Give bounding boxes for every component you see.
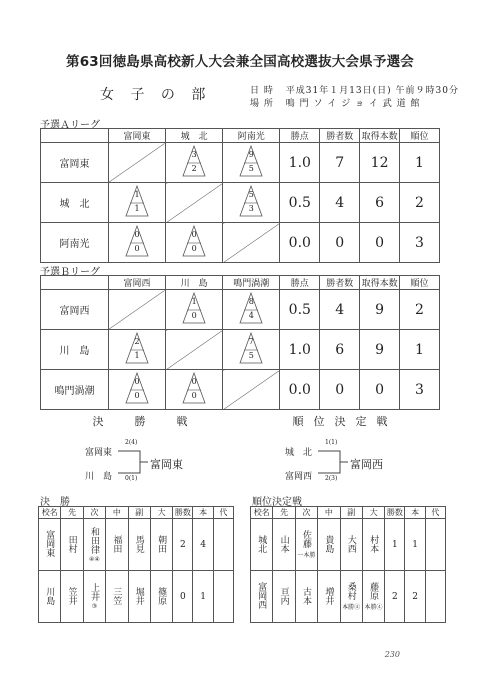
date-value: 平成31年１月13日(日) 午前９時30分 bbox=[285, 86, 459, 96]
league-b-pts-1: 1.0 bbox=[280, 330, 320, 370]
final-order-header-1: 先 bbox=[61, 507, 83, 519]
league-a-self-cell bbox=[223, 223, 280, 263]
final-order-header-7: 本 bbox=[193, 507, 213, 519]
final-order-player: 堀井 bbox=[128, 571, 150, 623]
league-b-header-3: 勝点 bbox=[280, 276, 320, 290]
table-row bbox=[41, 330, 440, 370]
league-a-match-cell bbox=[108, 183, 165, 223]
league-b-self-cell bbox=[223, 370, 280, 410]
score-triangle: 5 3 bbox=[238, 184, 264, 218]
league-a-team-1: 城 北 bbox=[41, 183, 109, 223]
place-bracket-lines bbox=[318, 447, 348, 477]
league-b-self-cell bbox=[166, 330, 223, 370]
league-b-team-0: 富岡西 bbox=[41, 290, 109, 330]
score-triangle: 0 0 bbox=[124, 371, 150, 405]
place-value: 鳴 門 ソ イ ジ ョ イ 武 道 館 bbox=[285, 99, 421, 109]
place-order-player: 桑村 本勝④ bbox=[340, 571, 362, 623]
place-order-header-8: 代 bbox=[425, 507, 445, 519]
league-b-got-2: 0 bbox=[360, 370, 400, 410]
final-bottom-score: 0(1) bbox=[125, 475, 138, 482]
final-order-player: 笠井 bbox=[61, 571, 83, 623]
final-top-score: 2(4) bbox=[125, 439, 138, 446]
league-a-got-2: 0 bbox=[360, 223, 400, 263]
place-order-player: 村本 bbox=[362, 519, 384, 571]
final-order-points-0: 4 bbox=[193, 519, 213, 571]
place-label: 場 所 bbox=[250, 99, 274, 109]
final-order-player: 福田 bbox=[106, 519, 128, 571]
league-a-wins-0: 7 bbox=[320, 143, 360, 183]
score-triangle: 0 0 bbox=[124, 224, 150, 258]
final-order-header-2: 次 bbox=[83, 507, 105, 519]
league-b-match-cell bbox=[223, 290, 280, 330]
league-b-got-1: 9 bbox=[360, 330, 400, 370]
league-b-match-cell bbox=[166, 290, 223, 330]
place-order-header-6: 勝数 bbox=[385, 507, 405, 519]
league-a-header-3: 勝点 bbox=[280, 129, 320, 143]
table-row bbox=[251, 571, 446, 623]
final-winner: 富岡東 bbox=[150, 458, 183, 471]
date-row bbox=[250, 83, 459, 96]
league-a-self-cell bbox=[166, 183, 223, 223]
league-b-match-cell bbox=[108, 330, 165, 370]
place-order-points-1: 2 bbox=[405, 571, 425, 623]
league-a-match-cell bbox=[166, 143, 223, 183]
league-b-header-2: 鳴門渦潮 bbox=[223, 276, 280, 290]
place-order-label: 順位決定戦 bbox=[252, 497, 302, 508]
place-order-player: 古本 bbox=[295, 571, 317, 623]
league-a-match-cell bbox=[166, 223, 223, 263]
league-a-team-2: 阿南光 bbox=[41, 223, 109, 263]
final-order-header-4: 副 bbox=[128, 507, 150, 519]
league-a-pts-0: 1.0 bbox=[280, 143, 320, 183]
final-order-wins-1: 0 bbox=[173, 571, 193, 623]
table-row bbox=[251, 519, 446, 571]
league-b-rank-2: 3 bbox=[400, 370, 440, 410]
place-order-header-0: 校名 bbox=[251, 507, 273, 519]
league-b-wins-0: 4 bbox=[320, 290, 360, 330]
place-top-team: 城 北 bbox=[285, 448, 313, 458]
league-b-match-cell bbox=[166, 370, 223, 410]
league-a-pts-2: 0.0 bbox=[280, 223, 320, 263]
final-order-player: 馬見 bbox=[128, 519, 150, 571]
league-b-header-5: 取得本数 bbox=[360, 276, 400, 290]
final-order-rep-1 bbox=[213, 571, 233, 623]
league-a-got-1: 6 bbox=[360, 183, 400, 223]
table-row bbox=[41, 290, 440, 330]
league-a-rank-2: 3 bbox=[400, 223, 440, 263]
league-b-rank-1: 1 bbox=[400, 330, 440, 370]
final-order-rep-0 bbox=[213, 519, 233, 571]
league-a-match-cell bbox=[108, 223, 165, 263]
league-a-header-1: 城 北 bbox=[166, 129, 223, 143]
place-order-header-5: 大 bbox=[362, 507, 384, 519]
league-b-match-cell bbox=[108, 370, 165, 410]
league-a-match-cell bbox=[223, 143, 280, 183]
score-triangle: 1 0 bbox=[181, 291, 207, 325]
place-order-player: 山本 bbox=[273, 519, 295, 571]
final-bracket bbox=[80, 413, 210, 489]
final-order-player: 上井 ③ bbox=[83, 571, 105, 623]
page-title: 第63回徳島県高校新人大会兼全国高校選抜大会県予選会 bbox=[66, 54, 414, 70]
table-row bbox=[41, 223, 440, 263]
final-order-header-6: 勝数 bbox=[173, 507, 193, 519]
league-a-header-4: 勝者数 bbox=[320, 129, 360, 143]
final-order-header-8: 代 bbox=[213, 507, 233, 519]
place-bottom-team: 富岡西 bbox=[285, 472, 313, 482]
place-order-header-3: 中 bbox=[318, 507, 340, 519]
final-top-team: 富岡東 bbox=[85, 448, 113, 458]
table-row bbox=[41, 183, 440, 223]
score-triangle: 7 5 bbox=[238, 331, 264, 365]
final-order-header-3: 中 bbox=[106, 507, 128, 519]
place-order-wins-1: 2 bbox=[385, 571, 405, 623]
place-order-school-1: 富岡西 bbox=[251, 571, 273, 623]
score-triangle: 0 0 bbox=[181, 224, 207, 258]
final-order-player: 田村 bbox=[61, 519, 83, 571]
table-row bbox=[39, 571, 234, 623]
final-order-school-1: 川島 bbox=[39, 571, 61, 623]
final-order-label: 決 勝 bbox=[40, 497, 70, 508]
score-triangle: 2 1 bbox=[124, 331, 150, 365]
final-order-player: 三笠 bbox=[106, 571, 128, 623]
division-subtitle: 女 子 の 部 bbox=[100, 87, 212, 103]
league-b-rank-0: 2 bbox=[400, 290, 440, 330]
league-b-team-1: 川 島 bbox=[41, 330, 109, 370]
table-row bbox=[41, 143, 440, 183]
final-order-player: 朝田 bbox=[150, 519, 172, 571]
league-a-self-cell bbox=[108, 143, 165, 183]
page-number: 230 bbox=[384, 650, 400, 659]
league-b-wins-2: 0 bbox=[320, 370, 360, 410]
place-order-header-1: 先 bbox=[273, 507, 295, 519]
league-a-header-2: 阿南光 bbox=[223, 129, 280, 143]
league-a-header-5: 取得本数 bbox=[360, 129, 400, 143]
place-order-player: 亘内 bbox=[273, 571, 295, 623]
league-a-wins-1: 4 bbox=[320, 183, 360, 223]
league-b-self-cell bbox=[108, 290, 165, 330]
league-a-pts-1: 0.5 bbox=[280, 183, 320, 223]
place-order-points-0: 1 bbox=[405, 519, 425, 571]
place-order-rep-0 bbox=[425, 519, 445, 571]
league-b-label: 予選Ｂリーグ bbox=[40, 267, 100, 278]
final-order-player: 篠原 bbox=[150, 571, 172, 623]
league-a-label: 予選Ａリーグ bbox=[40, 120, 100, 131]
league-b-header-0: 富岡西 bbox=[108, 276, 165, 290]
final-order-player: 和田律 ④④ bbox=[83, 519, 105, 571]
place-order-wins-0: 1 bbox=[385, 519, 405, 571]
score-triangle: 3 2 bbox=[181, 144, 207, 178]
final-order-header-0: 校名 bbox=[39, 507, 61, 519]
league-a-header-0: 富岡東 bbox=[108, 129, 165, 143]
place-order-player: 藤原 本勝④ bbox=[362, 571, 384, 623]
place-order-header-7: 本 bbox=[405, 507, 425, 519]
place-bottom-score: 2(3) bbox=[325, 475, 338, 482]
league-b-wins-1: 6 bbox=[320, 330, 360, 370]
table-row bbox=[41, 370, 440, 410]
league-b-header-6: 順位 bbox=[400, 276, 440, 290]
league-b-header-4: 勝者数 bbox=[320, 276, 360, 290]
league-a-wins-2: 0 bbox=[320, 223, 360, 263]
place-order-header-2: 次 bbox=[295, 507, 317, 519]
final-order-table bbox=[38, 506, 234, 623]
league-a-rank-1: 2 bbox=[400, 183, 440, 223]
place-bracket-heading: 順位決定戦 bbox=[292, 415, 398, 428]
place-order-school-0: 城北 bbox=[251, 519, 273, 571]
table-row bbox=[39, 519, 234, 571]
league-a-rank-0: 1 bbox=[400, 143, 440, 183]
league-a-table bbox=[40, 128, 440, 263]
score-triangle: 0 0 bbox=[181, 371, 207, 405]
final-order-points-1: 1 bbox=[193, 571, 213, 623]
date-label: 日 時 bbox=[250, 86, 274, 96]
league-b-table bbox=[40, 275, 440, 410]
place-order-header-4: 副 bbox=[340, 507, 362, 519]
final-order-header-5: 大 bbox=[150, 507, 172, 519]
league-b-pts-2: 0.0 bbox=[280, 370, 320, 410]
final-order-wins-0: 2 bbox=[173, 519, 193, 571]
score-triangle: 9 5 bbox=[238, 144, 264, 178]
league-b-match-cell bbox=[223, 330, 280, 370]
place-order-player: 貴島 bbox=[318, 519, 340, 571]
final-bracket-heading: 決 勝 戦 bbox=[92, 415, 198, 428]
final-bracket-lines bbox=[118, 447, 148, 477]
league-a-team-0: 富岡東 bbox=[41, 143, 109, 183]
place-order-table bbox=[250, 506, 446, 623]
score-triangle: 8 4 bbox=[238, 291, 264, 325]
score-triangle: 1 1 bbox=[124, 184, 150, 218]
place-bracket bbox=[280, 413, 410, 489]
league-a-match-cell bbox=[223, 183, 280, 223]
place-top-score: 1(1) bbox=[325, 439, 338, 446]
league-b-team-2: 鳴門渦潮 bbox=[41, 370, 109, 410]
place-order-rep-1 bbox=[425, 571, 445, 623]
league-b-pts-0: 0.5 bbox=[280, 290, 320, 330]
place-row bbox=[250, 96, 421, 109]
place-order-player: 増井 bbox=[318, 571, 340, 623]
place-winner: 富岡西 bbox=[350, 458, 383, 471]
league-a-got-0: 12 bbox=[360, 143, 400, 183]
place-order-player: 大西 bbox=[340, 519, 362, 571]
league-b-got-0: 9 bbox=[360, 290, 400, 330]
league-b-header-1: 川 島 bbox=[166, 276, 223, 290]
final-order-school-0: 富岡東 bbox=[39, 519, 61, 571]
place-order-player: 佐藤 一本勝 bbox=[295, 519, 317, 571]
league-a-header-6: 順位 bbox=[400, 129, 440, 143]
final-bottom-team: 川 島 bbox=[85, 472, 113, 482]
